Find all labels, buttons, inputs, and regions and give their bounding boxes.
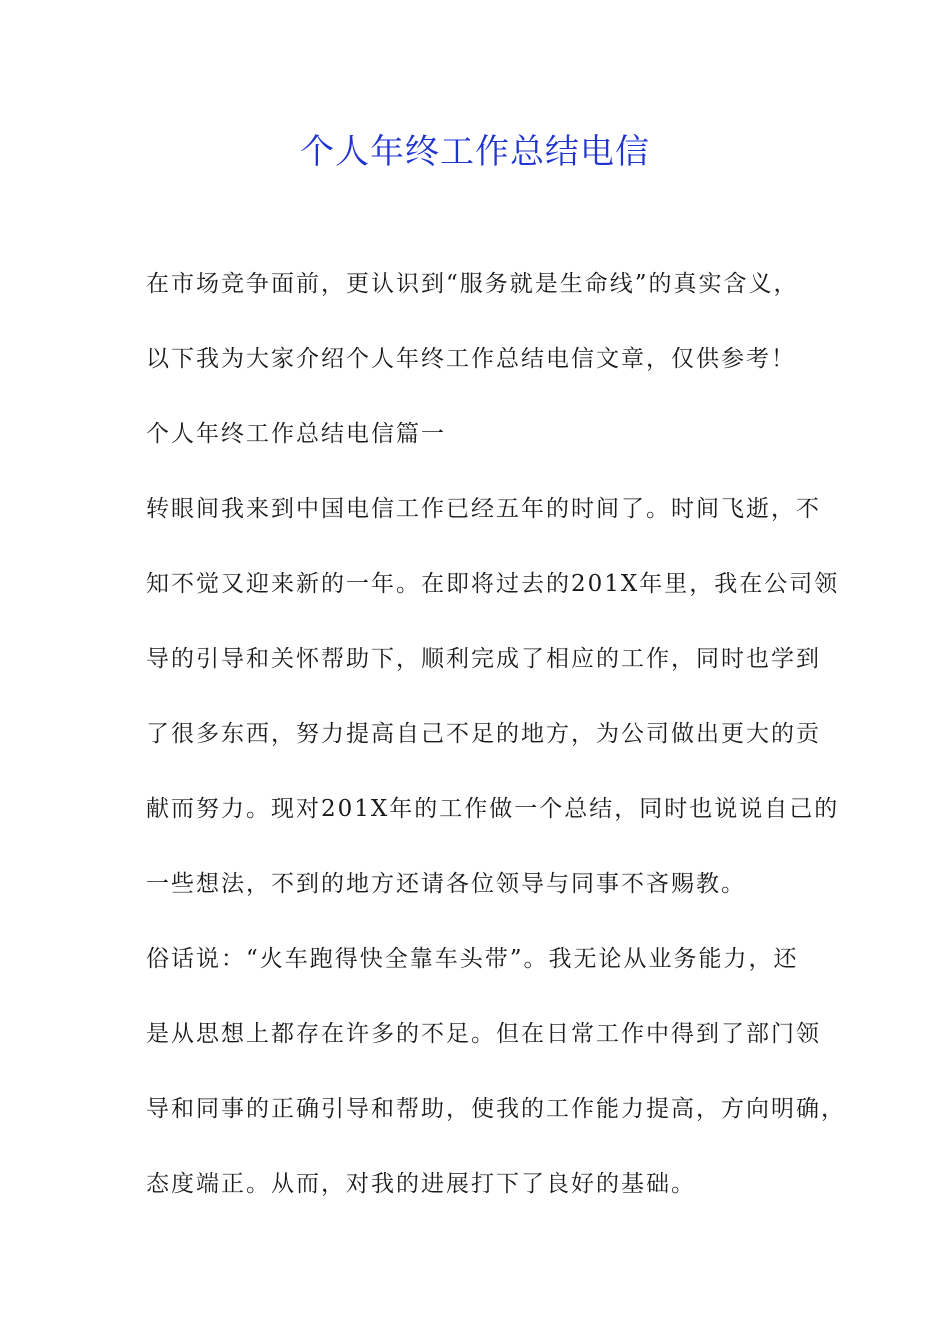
paragraph-line: 知不觉又迎来新的一年。在即将过去的201X年里，我在公司领 xyxy=(146,571,840,597)
paragraph-line: 导的引导和关怀帮助下，顺利完成了相应的工作，同时也学到 xyxy=(146,646,821,672)
paragraph-line: 了很多东西，努力提高自己不足的地方，为公司做出更大的贡 xyxy=(146,721,821,747)
paragraph-line: 以下我为大家介绍个人年终工作总结电信文章，仅供参考！ xyxy=(146,346,796,372)
paragraph-line: 态度端正。从而，对我的进展打下了良好的基础。 xyxy=(146,1171,696,1197)
section-heading: 个人年终工作总结电信篇一 xyxy=(146,421,446,447)
paragraph-line: 在市场竞争面前，更认识到“服务就是生命线”的真实含义， xyxy=(146,271,799,297)
paragraph-line: 是从思想上都存在许多的不足。但在日常工作中得到了部门领 xyxy=(146,1021,821,1047)
paragraph-line: 转眼间我来到中国电信工作已经五年的时间了。时间飞逝，不 xyxy=(146,496,821,522)
document-title: 个人年终工作总结电信 xyxy=(300,132,650,172)
paragraph-line: 一些想法，不到的地方还请各位领导与同事不吝赐教。 xyxy=(146,871,746,897)
paragraph-line: 献而努力。现对201X年的工作做一个总结，同时也说说自己的 xyxy=(146,796,840,822)
paragraph-line: 导和同事的正确引导和帮助，使我的工作能力提高，方向明确， xyxy=(146,1096,846,1122)
paragraph-line: 俗话说：“火车跑得快全靠车头带”。我无论从业务能力，还 xyxy=(146,946,799,972)
